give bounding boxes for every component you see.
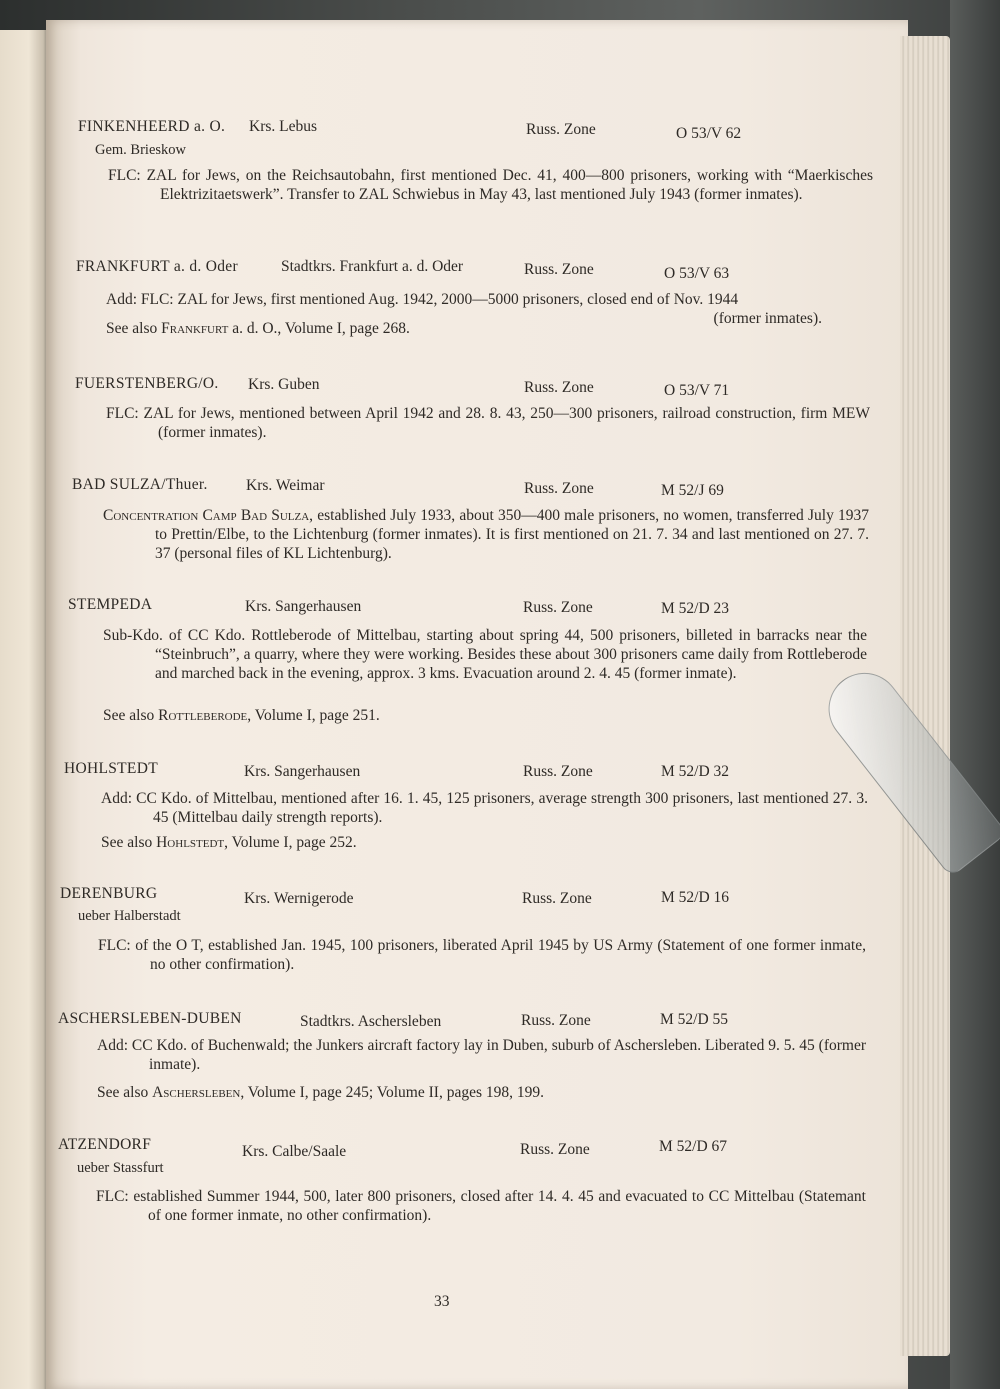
entry-text: Sub-Kdo. of CC Kdo. Rottleberode of Mittelbau, starting about spring 44, 500 prisoners, billeted in barracks near the “Steinbruch”, a quarry, where they were working. Besides these about 300 prisoners came daily from Rottleberode and marched back in the evening, approx. 3 kms. Evacuation around 2. 4. 45 (former inmate). <box>103 627 867 682</box>
entry-zone: Russ. Zone <box>524 261 594 278</box>
entry-text-sc: Concentration Camp Bad Sulza <box>103 507 310 524</box>
entry-grid: M 52/D 67 <box>659 1138 728 1155</box>
entry-place: BAD SULZA/Thuer. <box>72 476 208 493</box>
left-page-edge <box>0 30 48 1389</box>
entry-place: ASCHERSLEBEN-DUBEN <box>58 1010 242 1027</box>
entry-district: Stadtkrs. Aschersleben <box>300 1013 442 1030</box>
see-also-prefix: See also <box>101 834 157 851</box>
entry-place: FINKENHEERD a. O. <box>78 118 226 135</box>
entry-place: ATZENDORF <box>58 1136 152 1153</box>
entry-zone: Russ. Zone <box>523 599 593 616</box>
entry-district: Krs. Wernigerode <box>244 890 354 907</box>
entry-sub: ueber Stassfurt <box>77 1160 164 1176</box>
see-also-name: Frankfurt <box>161 320 229 337</box>
page-number: 33 <box>434 1293 450 1310</box>
see-also-name: Rottleberode <box>158 707 248 724</box>
entry-place: FUERSTENBERG/O. <box>75 375 219 392</box>
see-also-rest: , Volume I, page 252. <box>224 834 357 851</box>
see-also-prefix: See also <box>106 320 162 337</box>
entry-district: Krs. Sangerhausen <box>244 763 361 780</box>
entry-district: Krs. Lebus <box>249 118 318 135</box>
entry-zone: Russ. Zone <box>521 1012 591 1029</box>
entry-zone: Russ. Zone <box>523 763 593 780</box>
entry-district: Krs. Calbe/Saale <box>242 1143 347 1160</box>
entry-zone: Russ. Zone <box>520 1141 590 1158</box>
entry-sub: Gem. Brieskow <box>95 142 187 158</box>
see-also <box>97 1083 544 1103</box>
entry-text: Add: FLC: ZAL for Jews, first mentioned Aug. 1942, 2000—5000 prisoners, closed end of Nov. 1944 <box>106 291 739 308</box>
entry-zone: Russ. Zone <box>522 890 592 907</box>
entry-text: FLC: ZAL for Jews, mentioned between April 1942 and 28. 8. 43, 250—300 prisoners, railroad construction, firm MEW (former inmates). <box>106 405 870 441</box>
see-also-name: Aschersleben <box>152 1084 241 1101</box>
entry-text: FLC: established Summer 1944, 500, later 800 prisoners, closed after 14. 4. 45 and evacuated to CC Mittelbau (Statemant of one former inmate, no other confirmation). <box>96 1188 866 1224</box>
entry-zone: Russ. Zone <box>524 480 594 497</box>
entry-text: Add: CC Kdo. of Mittelbau, mentioned after 16. 1. 45, 125 prisoners, average strength 300 prisoners, last mentioned 27. 3. 45 (Mittelbau daily strength reports). <box>101 790 868 826</box>
entry-text: Add: CC Kdo. of Buchenwald; the Junkers aircraft factory lay in Duben, suburb of Aschersleben. Liberated 9. 5. 45 (former inmate). <box>97 1037 866 1073</box>
page-edges <box>900 36 950 1356</box>
see-also <box>101 833 357 853</box>
see-also-rest: a. d. O., Volume I, page 268. <box>228 320 410 337</box>
book-cover <box>950 0 1000 1389</box>
entry-text: , established July 1933, about 350—400 male prisoners, no women, transferred July 1937 to Prettin/Elbe, to the Lichtenburg (former inmates). It is first mentioned on 21. 7. 34 and last mentioned on 27. 7. 37 (personal files of KL Lichtenburg). <box>155 507 869 562</box>
entry-grid: O 53/V 62 <box>676 125 742 142</box>
entry-grid: M 52/D 32 <box>661 763 730 780</box>
entry-grid: M 52/J 69 <box>661 482 724 499</box>
book-page <box>46 20 908 1389</box>
see-also-rest: , Volume I, page 245; Volume II, pages 198, 199. <box>240 1084 544 1101</box>
see-also-rest: , Volume I, page 251. <box>247 707 380 724</box>
entry-district: Stadtkrs. Frankfurt a. d. Oder <box>281 258 464 275</box>
entry-grid: M 52/D 55 <box>660 1011 729 1028</box>
see-also <box>103 706 380 726</box>
entry-place: DERENBURG <box>60 885 158 902</box>
entry-place: FRANKFURT a. d. Oder <box>76 258 238 275</box>
entry-place: STEMPEDA <box>68 596 153 613</box>
entry-district: Krs. Weimar <box>246 477 325 494</box>
entry-text: FLC: of the O T, established Jan. 1945, 100 prisoners, liberated April 1945 by US Army (Statement of one former inmate, no other confirmation). <box>98 937 866 973</box>
entry-district: Krs. Guben <box>248 376 320 393</box>
entry-text: FLC: ZAL for Jews, on the Reichsautobahn, first mentioned Dec. 41, 400—800 prisoners, working with “Maerkisches Elektrizitaetswerk”. Transfer to ZAL Schwiebus in May 43, last mentioned July 1943 (former inmates). <box>108 167 873 203</box>
entry-grid: O 53/V 71 <box>664 382 730 399</box>
see-also <box>106 319 410 339</box>
see-also-prefix: See also <box>97 1084 153 1101</box>
entry-grid: O 53/V 63 <box>664 265 730 282</box>
entry-text-block <box>103 506 869 563</box>
see-also-prefix: See also <box>103 707 159 724</box>
entry-text-end: (former inmates). <box>713 310 822 327</box>
entry-grid: M 52/D 16 <box>661 889 730 906</box>
entry-zone: Russ. Zone <box>524 379 594 396</box>
entry-grid: M 52/D 23 <box>661 600 730 617</box>
entry-zone: Russ. Zone <box>526 121 596 138</box>
see-also-name: Hohlstedt <box>156 834 225 851</box>
entry-place: HOHLSTEDT <box>64 760 158 777</box>
entry-sub: ueber Halberstadt <box>78 908 181 924</box>
entry-district: Krs. Sangerhausen <box>245 598 362 615</box>
